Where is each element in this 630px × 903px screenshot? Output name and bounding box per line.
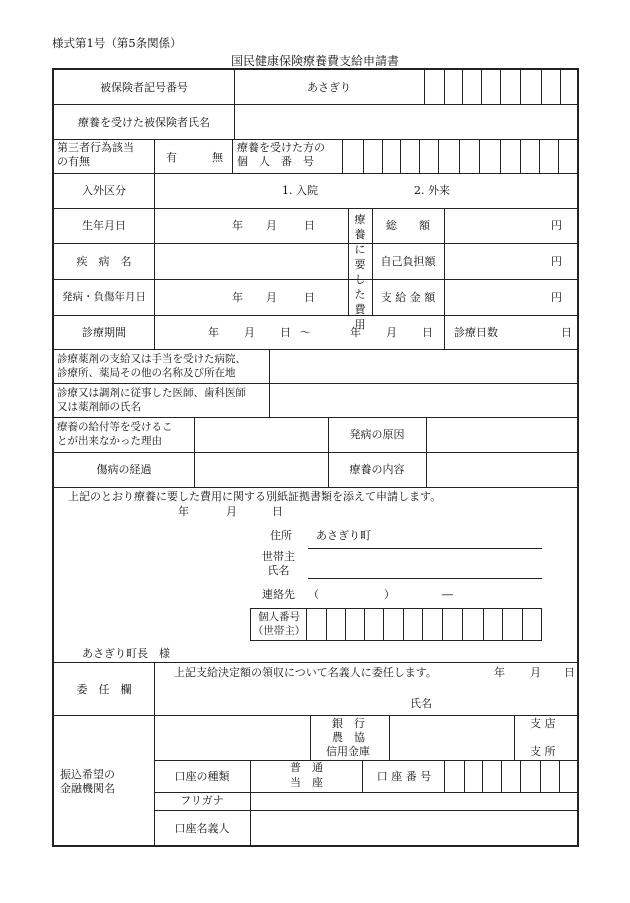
days-label: 診療日数 [454,326,498,339]
furigana-label: フリガナ [180,794,224,807]
content-label: 療養の内容 [349,463,405,476]
birth-label: 生年月日 [82,219,126,232]
decl-day: 日 [272,505,283,518]
period-to-year: 年 [350,326,361,339]
self-pay-label: 自己負担額 [380,255,436,268]
outpatient-option[interactable]: 2. 外来 [414,184,450,197]
branch-label: 支 店 [530,717,556,730]
cause-label: 発病の原因 [349,428,405,441]
self-pay-yen: 円 [551,255,562,268]
onset-month: 月 [266,291,277,304]
decl-month: 月 [226,505,237,518]
period-to-month: 月 [386,326,397,339]
birth-day: 日 [304,219,315,232]
contact-dash: ― [442,588,453,601]
total-yen: 円 [551,219,562,232]
insured-name-label: 療養を受けた被保険者氏名 [78,116,210,129]
ordinary-option[interactable]: 普 通 [290,761,323,774]
third-party-label: 第三者行為該当 の有無 [57,141,134,168]
birth-year: 年 [232,219,243,232]
address-label: 住所 [270,529,292,542]
cost-vertical-label: 療養に要した費用 [354,213,366,331]
period-from-month: 月 [244,326,255,339]
doctor-label: 診療又は調剤に従事した医師、歯科医師 又は薬剤師の氏名 [57,387,246,413]
onset-year: 年 [232,291,243,304]
mayor-address: あさぎり町長 様 [82,647,170,660]
third-party-yes[interactable]: 有 [166,151,177,164]
delegation-name-label: 氏名 [410,697,432,710]
contact-paren-open: （ [308,588,319,601]
insured-name-field[interactable] [235,105,577,139]
inout-label: 入外区分 [82,184,126,197]
bank-option[interactable]: 銀 行 [332,717,365,730]
insured-number-label: 被保険者記号番号 [100,81,188,94]
page-title: 国民健康保険療養費支給申請書 [230,54,399,68]
period-tilde: ～ [300,326,311,339]
account-type-label: 口座の種類 [174,770,230,783]
account-number-label: 口 座 番 号 [376,770,432,783]
contact-label: 連絡先 [262,588,295,601]
reason-label: 療養の給付等を受けるこ とが出来なかった理由 [57,421,173,447]
period-label: 診療期間 [82,326,126,339]
period-from-day: 日 [280,326,291,339]
disease-label: 疾 病 名 [76,255,132,268]
decl-year: 年 [178,505,189,518]
total-label: 総 額 [386,219,430,232]
agri-option[interactable]: 農 協 [332,731,365,744]
inpatient-option[interactable]: 1. 入院 [282,184,318,197]
delegation-month: 月 [530,666,541,679]
delegation-text: 上記支給決定額の領収について名義人に委任します。 [174,666,437,679]
birth-month: 月 [266,219,277,232]
hospital-label: 診療薬剤の支給又は手当を受けた病院、 診療所、薬局その他の名称及び所在地 [57,353,246,379]
form-number: 様式第1号（第5条関係） [52,36,182,50]
account-holder-label: 口座名義人 [174,822,230,835]
delegation-year: 年 [494,666,505,679]
period-from-year: 年 [208,326,219,339]
days-unit: 日 [561,326,572,339]
credit-option[interactable]: 信用金庫 [326,745,370,758]
period-to-day: 日 [422,326,433,339]
third-party-no[interactable]: 無 [212,151,223,164]
application-form-table [52,68,579,847]
transfer-label: 振込希望の 金融機関名 [60,768,115,795]
personal-number-label: 個人番号 （世帯主） [252,611,306,637]
onset-label: 発病・負傷年月日 [62,291,146,303]
town-prefix: あさぎり [307,81,351,94]
progress-label: 傷病の経過 [96,463,152,476]
branch-office-label: 支 所 [530,745,556,758]
current-option[interactable]: 当 座 [290,776,323,789]
onset-day: 日 [304,291,315,304]
recipient-number-label: 療養を受けた方の 個 人 番 号 [237,141,325,168]
declaration-text: 上記のとおり療養に要した費用に関する別紙証拠書類を添えて申請します。 [68,490,442,503]
payment-label: 支 給 金 額 [380,291,436,304]
delegation-label: 委 任 欄 [76,683,132,696]
delegation-day: 日 [564,666,575,679]
payment-yen: 円 [551,291,562,304]
household-head-label: 世帯主 氏名 [262,550,295,577]
contact-paren-close: ） [384,588,395,601]
address-value: あさぎり町 [316,529,371,542]
